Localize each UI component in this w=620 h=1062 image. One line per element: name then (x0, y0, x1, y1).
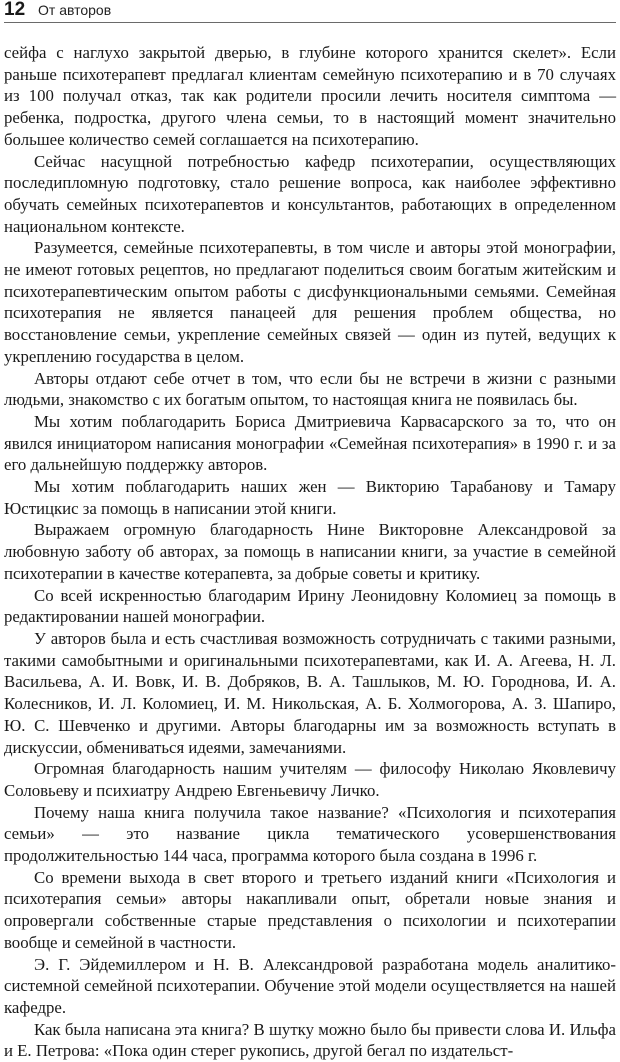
paragraph-14: Как была написана эта книга? В шутку можно было бы привести слова И. Ильфа и Е. Петрова: «Пока один стерег рукопись, другой бегал по издательст- (4, 1019, 616, 1061)
page-body (4, 42, 616, 1062)
paragraph-3: Разумеется, семейные психотерапевты, в том числе и авторы этой монографии, не имеют готовых рецептов, но предлагают поделиться своим богатым житейским и психотерапевтическим опытом работы с дисфункциональными семьями. Семейная психотерапия не является панацеей для решения проблем общества, но восстановление семьи, укрепление семейных связей — один из путей, ведущих к укреплению государства в целом. (4, 238, 616, 366)
paragraph-13: Э. Г. Эйдемиллером и Н. В. Александровой разработана модель аналитико-системной семейной психотерапии. Обучение этой модели осуществляется на нашей кафедре. (4, 954, 616, 1017)
paragraph-9: У авторов была и есть счастливая возможность сотрудничать с такими разными, такими самобытными и оригинальными психотерапевтами, как И. А. Агеева, Н. Л. Васильева, А. И. Вовк, И. В. Добряков, В. А. Ташлыков, М. Ю. Городнова, И. А. Колесников, И. Л. Коломиец, И. М. Никольская, А. Б. Холмогорова, А. З. Шапиро, Ю. С. Шевченко и другими. Авторы благодарны им за возможность вступать в дискуссии, обмениваться идеями, замечаниями. (4, 628, 616, 757)
paragraph-2: Сейчас насущной потребностью кафедр психотерапии, осуществляющих последипломную подготовку, стало решение вопроса, как наиболее эффективно обучать семейных психотерапевтов и консультантов, работающих в определенном национальном контексте. (4, 151, 616, 236)
paragraph-11: Почему наша книга получила такое название? «Психология и психотерапия семьи» — это название цикла тематического усовершенствования продолжительностью 144 часа, программа которого была создана в 1996 г. (4, 802, 616, 866)
paragraph-5: Мы хотим поблагодарить Бориса Дмитриевича Карвасарского за то, что он явился инициатором написания монографии «Семейная психотерапия» в 1990 г. и за его дальнейшую поддержку авторов. (4, 411, 616, 475)
paragraph-4: Авторы отдают себе отчет в том, что если бы не встречи в жизни с разными людьми, знакомство с их богатым опытом, то настоящая книга не появилась бы. (4, 368, 616, 410)
paragraph-8: Со всей искренностью благодарим Ирину Леонидовну Коломиец за помощь в редактировании нашей монографии. (4, 585, 616, 627)
running-title: От авторов (38, 2, 112, 18)
page-header (4, 0, 616, 23)
paragraph-1: сейфа с наглухо закрытой дверью, в глубине которого хранится скелет». Если раньше психотерапевт предлагал клиентам семейную психотерапию и в 70 случаях из 100 получал отказ, так как родители просили лечить носителя симптома — ребенка, подростка, другого члена семьи, то в настоящий момент значительно большее количество семей соглашается на психотерапию. (4, 43, 616, 149)
paragraph-10: Огромная благодарность нашим учителям — философу Николаю Яковлевичу Соловьеву и психиатру Андрею Евгеньевичу Личко. (4, 759, 616, 800)
paragraph-12: Со времени выхода в свет второго и третьего изданий книги «Психология и психотерапия семьи» авторы накапливали опыт, обретали новые знания и опровергали собственные старые представления о психологии и психотерапии вообще и семейной в частности. (4, 867, 616, 952)
paragraph-7: Выражаем огромную благодарность Нине Викторовне Александровой за любовную заботу об авторах, за помощь в написании книги, за участие в семейной психотерапии в качестве котерапевта, за добрые советы и критику. (4, 520, 616, 583)
paragraph-6: Мы хотим поблагодарить наших жен — Викторию Тарабанову и Тамару Юстицкис за помощь в написании этой книги. (4, 477, 616, 518)
page-number: 12 (4, 0, 26, 20)
